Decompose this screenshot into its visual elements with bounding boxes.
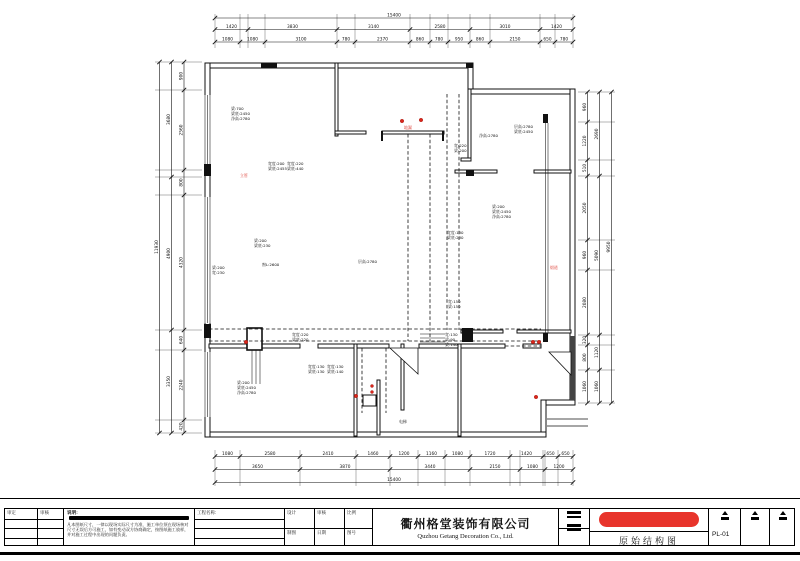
dim-value: 320: [583, 335, 588, 345]
outer-walls: [205, 63, 575, 437]
dim-value: 2560: [179, 124, 185, 136]
beam-label: 宽度:200 梁底:2455: [268, 161, 287, 171]
stamp-icon: [779, 517, 787, 520]
dim-value: 950: [454, 37, 464, 43]
dim-value: 2150: [489, 465, 501, 470]
dim-value: 800: [179, 178, 185, 187]
drawing-title-cell: [589, 509, 708, 545]
drawing-title: 原始结构图: [618, 536, 679, 545]
dim-value: 1220: [583, 135, 588, 147]
approve-label: 审定: [7, 510, 16, 515]
dim-value: 1080: [452, 452, 463, 457]
dim-value: 3830: [287, 25, 298, 30]
beam-label: 宽度:130 梁底:230: [447, 230, 464, 240]
elevator-label: 电梯: [399, 419, 407, 424]
dim-value: 2580: [264, 452, 276, 457]
seal-column: [558, 509, 589, 545]
design-label: 设计: [287, 510, 296, 515]
dim-value: 3650: [252, 465, 263, 470]
flue-duct: [247, 328, 262, 384]
stamp-icon: [752, 511, 758, 515]
dim-value: 3350: [167, 376, 172, 387]
dim-value: 2690: [595, 128, 600, 140]
plan-labels: [212, 106, 558, 424]
dim-value: 860: [475, 37, 485, 43]
dim-value: 5090: [595, 250, 600, 261]
scale-cell: [344, 509, 372, 545]
sheet-number-cell: [708, 509, 740, 545]
company-logo: [599, 512, 699, 527]
dim-value: 1420: [521, 452, 532, 457]
notes-cell: [63, 509, 194, 545]
company-name-en: Quzhou Getang Decoration Co., Ltd.: [417, 532, 514, 540]
room-label: 层高:2780 梁底:2450: [514, 124, 533, 134]
dim-value: 11930: [155, 240, 160, 254]
dim-value: 800: [583, 353, 588, 362]
draft-label: 制图: [287, 530, 296, 535]
dim-value: 510: [583, 163, 588, 173]
seal-bar-icon: [567, 524, 581, 527]
beam-label: 宽:220 梁:200: [454, 143, 467, 153]
dim-value: 1160: [426, 452, 437, 457]
dim-left-inner: [179, 72, 185, 431]
left-wall-windows: [204, 95, 210, 417]
dim-value: 420: [179, 422, 185, 431]
stamp-icon: [751, 517, 759, 520]
titleblock-col-approve: [5, 509, 37, 545]
beam-lines: [209, 94, 541, 413]
dim-value: 1080: [247, 37, 258, 43]
project-name-bar: [69, 516, 189, 520]
beam-label: 宽:150 梁:150: [448, 299, 461, 309]
dim-right-inner: [582, 103, 588, 392]
audit-cell: [314, 509, 344, 545]
dim-value: 3010: [499, 25, 511, 30]
extension-lines-top: [215, 14, 573, 48]
notes-line: 凡本图纸尺寸，一律以现场实际尺寸为准，施工单位须在现场核对: [67, 521, 189, 527]
dim-value: 2580: [434, 25, 446, 30]
dim-value: 2240: [179, 379, 185, 391]
design-cell: [284, 509, 314, 545]
stamp-cell: [769, 509, 796, 545]
dim-value: 780: [559, 37, 569, 43]
dim-value: 1120: [595, 347, 600, 358]
beam-label: 宽:130 梁:90 梁:140: [445, 332, 458, 347]
dim-value: 1080: [527, 465, 538, 470]
dim-value: 1060: [595, 381, 600, 392]
extension-lines-left: [155, 62, 202, 433]
sheetno-label: 图号: [347, 530, 356, 535]
beam-label: 宽度:130 梁底:140: [327, 364, 344, 374]
dim-value: 1420: [551, 25, 562, 30]
dim-value: 4900: [167, 248, 172, 259]
notes-line: 并对施工过程中出现的问题负责。: [67, 532, 130, 538]
beam-label: 宽度:220 梁底:220: [292, 332, 309, 342]
dim-right-mid: [594, 128, 600, 392]
dim-value: 15400: [387, 13, 401, 19]
room-label: 梁:700 梁底:2450 净高:2780: [231, 106, 250, 121]
dim-value: 1420: [226, 25, 237, 30]
dim-bottom-row1: [222, 451, 570, 457]
dim-value: 2410: [322, 452, 334, 457]
room-label: 梁:200 梁底:2450 净高:2780: [492, 204, 511, 219]
dim-value: 650: [561, 452, 570, 457]
project-cell: [194, 509, 284, 545]
stamp-icon: [721, 517, 729, 520]
sheet-bottom-line: [0, 552, 800, 555]
dim-value: 9950: [607, 241, 612, 253]
dim-value: 1460: [367, 452, 379, 457]
dim-bottom-overall: [387, 477, 401, 483]
dim-value: 2080: [583, 297, 588, 308]
dim-value: 3870: [339, 465, 351, 470]
check-label: 审核: [40, 510, 49, 515]
dim-value: 650: [543, 37, 552, 43]
window-label: 窗L:2600: [262, 262, 280, 267]
dim-left-overall: [154, 240, 160, 254]
project-label: 工程名称:: [197, 510, 217, 515]
dim-value: 15400: [387, 478, 401, 483]
dim-value: 1060: [583, 381, 588, 392]
dim-value: 780: [341, 37, 351, 43]
dim-value: 3680: [167, 114, 172, 125]
dim-value: 3140: [368, 25, 379, 30]
window-label: 梁:200 梁底:230: [254, 238, 271, 248]
dim-value: 2150: [509, 37, 521, 43]
stamp-cell: [740, 509, 769, 545]
dim-value: 900: [179, 71, 185, 81]
stamp-icon: [722, 511, 728, 515]
doors: [390, 348, 571, 375]
dim-value: 1720: [484, 452, 496, 457]
scale-label: 比例: [347, 510, 356, 515]
floor-drain-label: 地漏: [404, 125, 412, 130]
dim-value: 2370: [377, 37, 388, 43]
stamp-icon: [780, 511, 786, 515]
dim-value: 1080: [222, 452, 233, 457]
notes-line: 尺寸无误后方可施工，如有变动双方协商确定，按图纸施工放样，: [67, 526, 189, 532]
lobby-door-swing: [549, 352, 571, 375]
titleblock-col-check: [37, 509, 63, 545]
interior-walls: [209, 63, 571, 436]
date-label: 日期: [317, 530, 326, 535]
dim-value: 860: [415, 37, 425, 43]
dim-value: 650: [546, 452, 555, 457]
dim-value: 3100: [295, 37, 307, 43]
notes-title: 说明:: [67, 510, 78, 515]
beam-label: 宽度:220 梁底:440: [287, 161, 304, 171]
dim-value: 1200: [553, 465, 565, 470]
beam-label: 宽度:130 梁底:130: [308, 364, 325, 374]
seal-bar-icon: [567, 511, 581, 514]
dim-value: 780: [434, 37, 444, 43]
title-block: [4, 508, 795, 546]
dim-value: 4320: [179, 257, 185, 268]
sheet-number: PL-01: [712, 531, 730, 538]
flue-label: 烟道: [550, 265, 558, 270]
dim-value: 1080: [222, 37, 233, 43]
window-label: 梁:200 宽:230: [212, 265, 225, 275]
room-label: 梁:200 梁底:2450 净高:2780: [237, 380, 256, 395]
pipe-label: 立管: [240, 173, 248, 178]
audit-label: 审核: [317, 510, 326, 515]
dim-value: 640: [179, 335, 185, 345]
company-cell: [372, 509, 558, 545]
balcony-window: [546, 123, 549, 333]
dim-value: 960: [583, 250, 588, 260]
dim-top-row3: [222, 37, 568, 43]
room-label: 层高:2780: [358, 259, 377, 264]
dim-right-overall: [606, 241, 612, 252]
seal-bar-icon: [567, 516, 581, 519]
dim-top-overall: [387, 13, 401, 19]
company-name-cn: 衢州格堂装饰有限公司: [400, 516, 531, 531]
dim-value: 2050: [583, 202, 588, 214]
dim-value: 1200: [398, 452, 410, 457]
sheet-divider-line: [0, 498, 800, 499]
dim-top-row2: [226, 24, 562, 30]
dim-value: 3440: [424, 465, 436, 470]
dim-value: 960: [583, 102, 588, 112]
dim-left-mid: [166, 114, 172, 387]
room-label: 净高:2780: [479, 133, 498, 138]
dim-bottom-row2: [252, 464, 565, 470]
